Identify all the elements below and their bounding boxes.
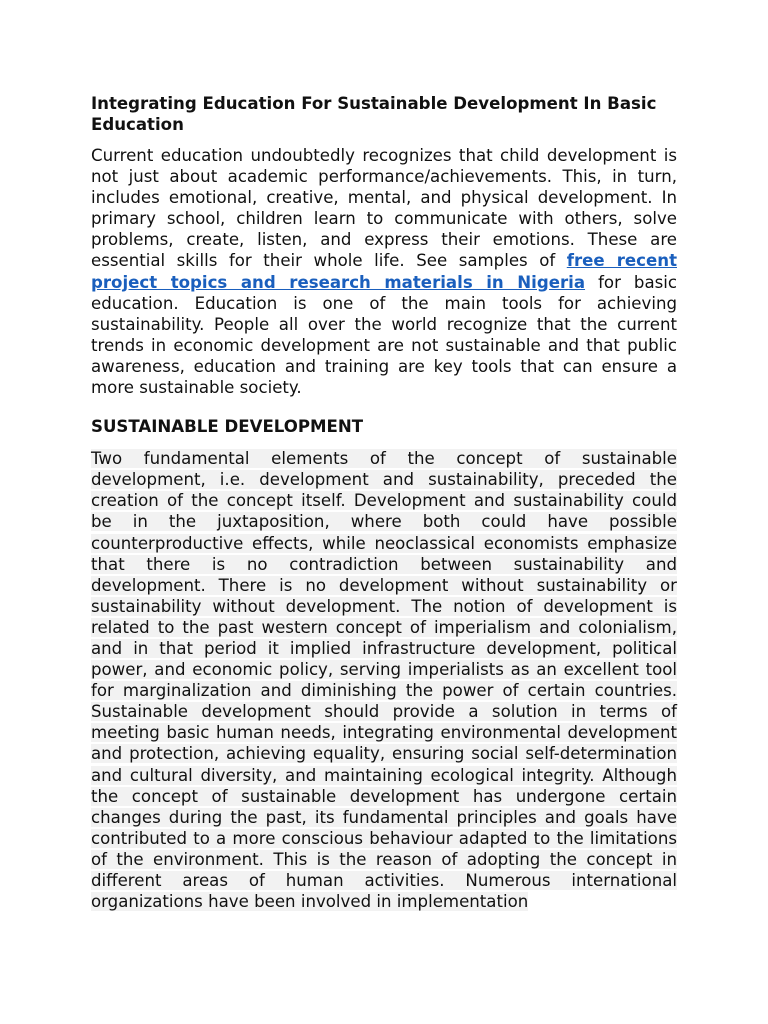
intro-paragraph — [91, 145, 677, 398]
document-title: Integrating Education For Sustainable Development In Basic Education — [91, 94, 657, 134]
document-page — [91, 93, 677, 912]
section-paragraph-text: Two fundamental elements of the concept of sustainable development, i.e. development and sustainability, preceded the creation of the concept itself. Development and sustainability could be in the juxtaposition, where both could have possible counterproductive effects, while neoclassical economists emphasize that there is no contradiction between sustainability and development. There is no development without sustainability or sustainability without development. The notion of development is related to the past western concept of imperialism and colonialism, and in that period it implied infrastructure development, political power, and economic policy, serving imperialists as an excellent tool for marginalization and diminishing the power of certain countries. Sustainable development should provide a solution in terms of meeting basic human needs, integrating environmental development and protection, achieving equality, ensuring social self-determination and cultural diversity, and maintaining ecological integrity. Although the concept of sustainable development has undergone certain changes during the past, its fundamental principles and goals have contributed to a more conscious behaviour adapted to the limitations of the environment. This is the reason of adopting the concept in different areas of human activities. Numerous international organizations have been involved in implementation — [91, 449, 677, 912]
project-topics-link[interactable]: free recent project topics and research materials in Nigeria — [91, 251, 677, 292]
intro-text-after-link: for basic education. Education is one of the main tools for achieving sustainability. People all over the world recognize that the current trends in economic development are not sustainable and that public awareness, education and training are key tools that can ensure a more sustainable society. — [91, 272, 677, 398]
section-paragraph — [91, 448, 677, 912]
intro-text-before-link: Current education undoubtedly recognizes that child development is not just about academic performance/achievements. This, in turn, includes emotional, creative, mental, and physical development. In primary school, children learn to communicate with others, solve problems, create, listen, and express their emotions. These are essential skills for their whole life. See samples of — [91, 146, 677, 271]
section-heading: SUSTAINABLE DEVELOPMENT — [91, 417, 364, 437]
